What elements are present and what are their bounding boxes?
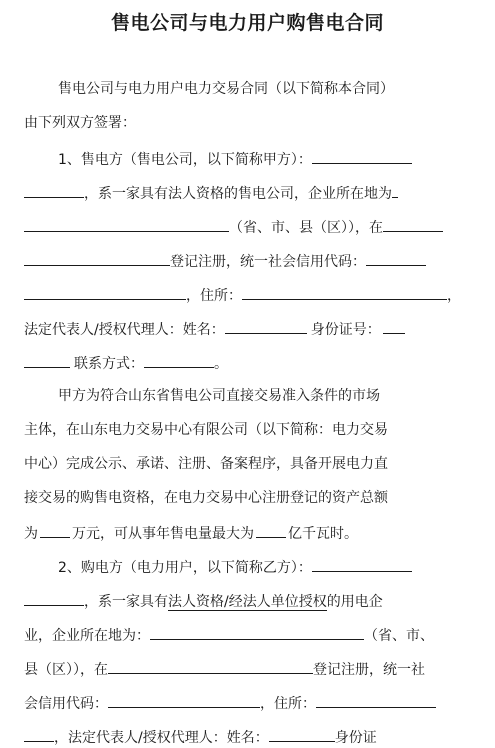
- party-b-name-blank: [312, 556, 412, 572]
- party-b-name-blank-cont: [24, 590, 84, 606]
- party-b-line-6: [24, 726, 471, 748]
- qual-line-5: [24, 522, 471, 544]
- party-b-location-blank: [150, 624, 364, 640]
- party-b-location-label: 业，企业所在地为：: [24, 628, 150, 644]
- party-a-address-label: ，住所：: [186, 288, 242, 304]
- party-a-line-1: [58, 148, 471, 170]
- party-a-name-blank-cont: [24, 182, 84, 198]
- party-a-credit-code-label: 登记注册，统一社会信用代码：: [170, 254, 366, 270]
- party-b-address-blank: [316, 692, 436, 708]
- party-a-line-3: [24, 216, 471, 238]
- party-b-address-blank-cont: [24, 726, 54, 742]
- party-b-line-5: [24, 692, 471, 714]
- party-a-province-label: （省、市、县（区）），在: [229, 220, 383, 236]
- party-b-address-label: ，住所：: [260, 696, 316, 712]
- party-b-desc-suffix: 的用电企: [326, 594, 383, 610]
- party-b-line-3: [24, 624, 471, 646]
- party-a-desc: ，系一家具有法人资格的售电公司，企业所在地为: [84, 186, 392, 202]
- qual-assets-unit: 万元，可从事年售电量最大为: [72, 526, 254, 542]
- total-assets-blank: [40, 522, 70, 538]
- party-a-reg-place-blank: [383, 216, 443, 232]
- party-a-contact-label: 联系方式：: [74, 356, 144, 372]
- qual-assets-prefix: 为: [24, 526, 38, 542]
- qual-line-2: 主体，在山东电力交易中心有限公司（以下简称：电力交易: [24, 422, 388, 438]
- party-a-rep-name-blank: [225, 318, 307, 334]
- party-b-line-4: [24, 658, 471, 680]
- party-a-contact-blank: [144, 352, 214, 368]
- party-a-id-blank-cont: [24, 352, 70, 368]
- party-a-reg-place-blank-cont: [24, 250, 170, 266]
- party-a-line-6: [24, 318, 471, 340]
- party-b-desc-prefix: ，系一家具有: [84, 594, 168, 610]
- party-a-credit-code-blank-cont: [24, 284, 186, 300]
- party-a-id-label: 身份证号：: [310, 322, 381, 338]
- party-b-credit-code-blank: [108, 692, 260, 708]
- party-a-address-blank: [242, 284, 447, 300]
- max-sales-blank: [256, 522, 286, 538]
- party-b-line-1: [58, 556, 471, 578]
- qual-sales-unit: 亿千瓦时。: [288, 526, 358, 542]
- party-b-county-label: 县（区）），在: [24, 662, 108, 678]
- qual-line-1: 甲方为符合山东省售电公司直接交易准入条件的市场: [58, 388, 380, 404]
- party-b-qualification-underlined: 法人资格/经法人单位授权: [168, 594, 327, 610]
- party-b-id-label: 身份证: [334, 730, 377, 746]
- party-b-line-2: [24, 590, 471, 612]
- party-b-rep-name-blank: [269, 726, 335, 742]
- party-a-address-comma: ，: [447, 288, 461, 304]
- party-a-name-blank: [312, 148, 412, 164]
- party-a-rep-name-label: 法定代表人/授权代理人：姓名：: [24, 322, 225, 338]
- qual-line-4: 接交易的购售电资格，在电力交易中心注册登记的资产总额: [24, 490, 388, 506]
- party-a-line-5: [24, 284, 471, 306]
- party-a-contact-period: 。: [214, 356, 228, 372]
- document-title: 售电公司与电力用户购售电合同: [110, 12, 384, 34]
- intro-line-2: 由下列双方签署：: [24, 115, 136, 131]
- party-a-line-2: [24, 182, 471, 204]
- party-a-location-blank-start: [392, 182, 398, 198]
- party-a-line-7: [24, 352, 471, 374]
- intro-line-1: 售电公司与电力用户电力交易合同（以下简称本合同）: [58, 81, 394, 97]
- party-b-province-label: （省、市、: [364, 628, 434, 644]
- party-a-id-blank: [383, 318, 405, 334]
- qual-line-3: 中心）完成公示、承诺、注册、备案程序，具备开展电力直: [24, 456, 388, 472]
- party-b-reg-place-blank: [108, 658, 313, 674]
- party-b-heading: 2、购电方（电力用户，以下简称乙方）：: [58, 560, 312, 576]
- party-a-credit-code-blank: [366, 250, 426, 266]
- party-b-credit-code-label: 会信用代码：: [24, 696, 108, 712]
- party-a-line-4: [24, 250, 471, 272]
- party-b-rep-name-label: ，法定代表人/授权代理人：姓名：: [54, 730, 269, 746]
- party-b-reg-label: 登记注册，统一社: [313, 662, 425, 678]
- party-a-location-blank: [24, 216, 229, 232]
- party-a-heading: 1、售电方（售电公司，以下简称甲方）：: [58, 152, 312, 168]
